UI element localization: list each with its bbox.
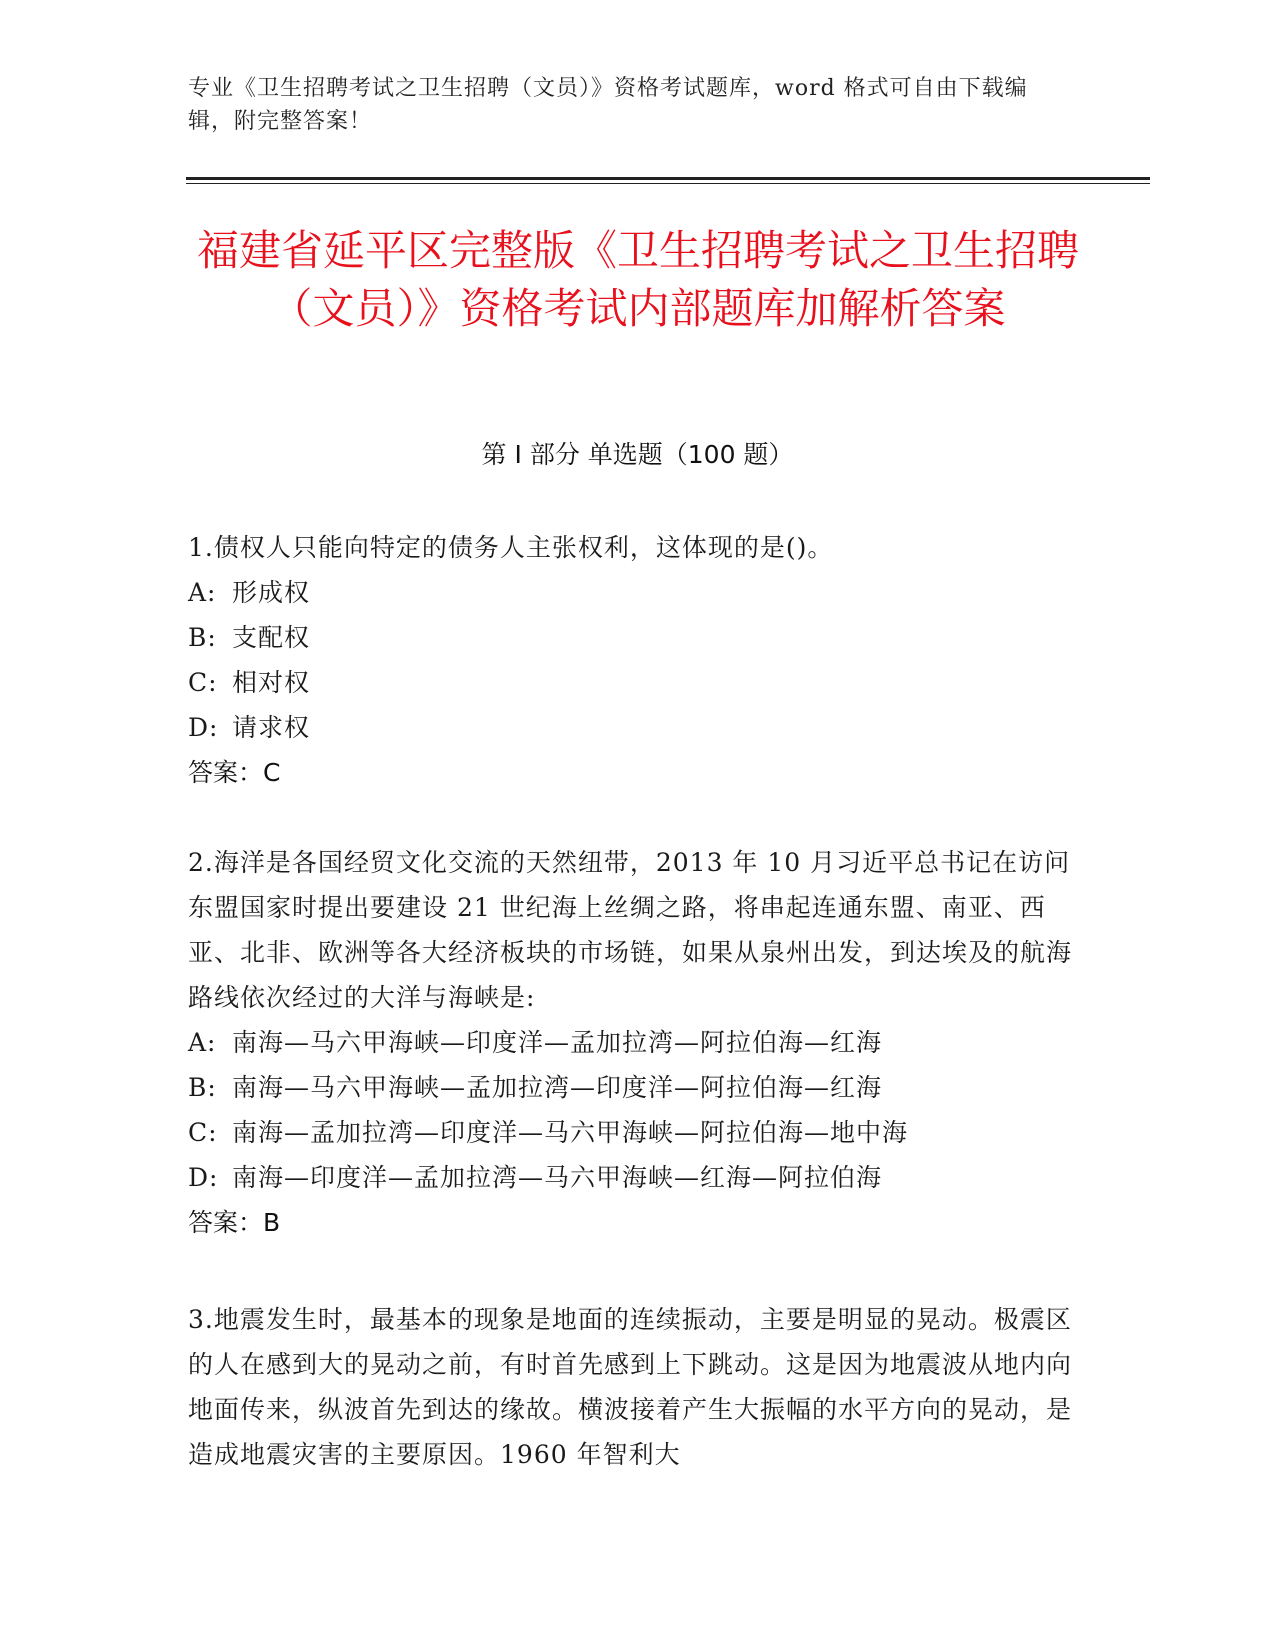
section-heading: 第 I 部分 单选题（100 题）: [481, 440, 794, 469]
header-divider-thin: [186, 183, 1150, 184]
option-text: 支配权: [232, 623, 311, 652]
option-c: [188, 660, 1080, 705]
header-note: 专业《卫生招聘考试之卫生招聘（文员）》资格考试题库，word 格式可自由下载编辑，附完整答案！: [188, 76, 1028, 134]
option-c: [188, 1110, 1080, 1155]
question-stem: 3.地震发生时，最基本的现象是地面的连续振动，主要是明显的晃动。极震区的人在感到大的晃动之前，有时首先感到上下跳动。这是因为地震波从地内向地面传来，纵波首先到达的缘故。横波接着产生大振幅的水平方向的晃动，是造成地震灾害的主要原因。1960 年智利大: [188, 1305, 1073, 1469]
question-3: [188, 1297, 1080, 1477]
option-text: 相对权: [232, 668, 311, 697]
question-1: [188, 525, 1080, 795]
option-a: [188, 1020, 1080, 1065]
option-d: [188, 705, 1080, 750]
document-title: 福建省延平区完整版《卫生招聘考试之卫生招聘（文员）》资格考试内部题库加解析答案: [196, 226, 1079, 333]
question-stem: 1.债权人只能向特定的债务人主张权利，这体现的是()。: [188, 533, 834, 562]
option-d: [188, 1155, 1080, 1200]
option-letter: A:: [188, 578, 217, 607]
option-b: [188, 1065, 1080, 1110]
option-letter: B:: [188, 1073, 217, 1102]
option-text: 请求权: [232, 713, 311, 742]
answer-line: 答案：B: [188, 1208, 281, 1237]
option-b: [188, 615, 1080, 660]
option-letter: C:: [188, 1118, 218, 1147]
option-text: 南海—孟加拉湾—印度洋—马六甲海峡—阿拉伯海—地中海: [232, 1118, 909, 1147]
question-2: [188, 840, 1080, 1245]
answer-line: 答案：C: [188, 758, 281, 787]
option-text: 南海—马六甲海峡—印度洋—孟加拉湾—阿拉伯海—红海: [232, 1028, 883, 1057]
option-text: 形成权: [232, 578, 311, 607]
option-text: 南海—印度洋—孟加拉湾—马六甲海峡—红海—阿拉伯海: [232, 1163, 883, 1192]
option-text: 南海—马六甲海峡—孟加拉湾—印度洋—阿拉伯海—红海: [232, 1073, 883, 1102]
option-letter: D:: [188, 713, 219, 742]
option-letter: D:: [188, 1163, 219, 1192]
header-divider-thick: [186, 177, 1150, 180]
question-stem: 2.海洋是各国经贸文化交流的天然纽带，2013 年 10 月习近平总书记在访问东盟国家时提出要建设 21 世纪海上丝绸之路，将串起连通东盟、南亚、西亚、北非、欧洲等各大经济板块的市场链，如果从泉州出发，到达埃及的航海路线依次经过的大洋与海峡是:: [188, 848, 1073, 1012]
option-letter: A:: [188, 1028, 217, 1057]
option-letter: B:: [188, 623, 217, 652]
option-a: [188, 570, 1080, 615]
option-letter: C:: [188, 668, 218, 697]
